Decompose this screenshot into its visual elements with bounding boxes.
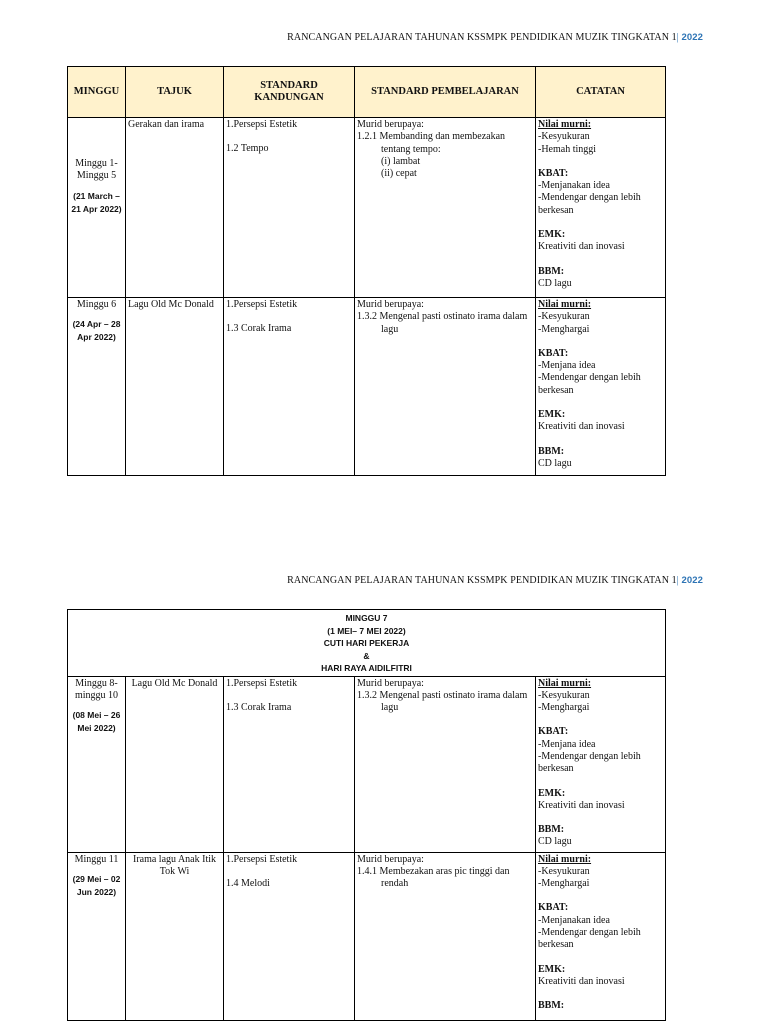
table-header-row	[68, 67, 666, 118]
nilai-label: Nilai murni:	[538, 677, 592, 689]
col-header-minggu: MINGGU	[68, 67, 126, 118]
page-header	[0, 575, 703, 586]
table-row	[68, 118, 666, 298]
tajuk-cell	[126, 676, 224, 852]
nilai-label: Nilai murni:	[538, 119, 592, 130]
minggu-dates: (21 March – 21 Apr 2022)	[71, 190, 122, 214]
catatan-cell	[536, 852, 666, 1020]
holiday-cell	[68, 610, 666, 677]
minggu-dates: (29 Mei – 02 Jun 2022)	[72, 873, 121, 897]
nilai-label: Nilai murni:	[538, 299, 592, 310]
standard-pembelajaran-cell	[355, 852, 536, 1020]
header-separator: |	[676, 575, 679, 586]
kbat-item: -Menjanakan idea	[538, 914, 610, 926]
minggu-cell	[68, 298, 126, 476]
table-row	[68, 298, 666, 476]
tajuk-cell	[126, 298, 224, 476]
catatan-cell	[536, 676, 666, 852]
nilai-label: Nilai murni:	[538, 853, 592, 865]
holiday-name: CUTI HARI PEKERJA	[323, 638, 410, 648]
bbm-item: CD lagu	[538, 836, 572, 848]
tajuk-text: Gerakan dan irama	[128, 119, 205, 130]
sk-main: 1.Persepsi Estetik	[226, 853, 298, 865]
nilai-item: -Kesyukuran	[538, 131, 590, 143]
minggu-label: Minggu 11	[74, 853, 119, 865]
emk-label: EMK:	[538, 409, 566, 421]
sp-item: 1.3.2 Mengenal pasti ostinato irama dalam lagu	[357, 311, 528, 335]
header-separator: |	[676, 32, 679, 43]
tajuk-text: Lagu Old Mc Donald	[128, 299, 214, 310]
nilai-item: -Menghargai	[538, 323, 590, 335]
tajuk-text: Lagu Old Mc Donald	[131, 677, 218, 689]
tajuk-cell	[126, 852, 224, 1020]
kbat-label: KBAT:	[538, 167, 569, 179]
minggu-label: Minggu 1-Minggu 5	[75, 158, 118, 182]
minggu-label: Minggu 8-minggu 10	[74, 677, 119, 701]
kbat-label: KBAT:	[538, 726, 569, 738]
standard-kandungan-cell	[224, 852, 355, 1020]
sk-sub: 1.2 Tempo	[226, 143, 269, 155]
minggu-cell	[68, 676, 126, 852]
sk-sub: 1.3 Corak Irama	[226, 323, 292, 335]
holiday-name: HARI RAYA AIDILFITRI	[321, 663, 412, 673]
lesson-plan-table	[67, 66, 666, 476]
kbat-item: -Menjanakan idea	[538, 180, 610, 192]
header-year: 2022	[681, 575, 703, 586]
sk-main: 1.Persepsi Estetik	[226, 119, 298, 130]
col-header-catatan: CATATAN	[536, 67, 666, 118]
header-title: RANCANGAN PELAJARAN TAHUNAN KSSMPK PENDIDIKAN MUZIK TINGKATAN 1	[287, 575, 677, 586]
bbm-label: BBM:	[538, 1000, 565, 1012]
emk-item: Kreativiti dan inovasi	[538, 421, 625, 433]
emk-label: EMK:	[538, 229, 566, 241]
minggu-dates: (08 Mei – 26 Mei 2022)	[72, 710, 121, 734]
sk-sub: 1.4 Melodi	[226, 877, 270, 889]
nilai-item: -Menghargai	[538, 878, 590, 890]
header-year: 2022	[681, 32, 703, 43]
lesson-plan-table	[67, 609, 666, 1021]
sp-intro: Murid berupaya:	[357, 299, 424, 310]
emk-item: Kreativiti dan inovasi	[538, 241, 625, 253]
minggu-cell	[68, 852, 126, 1020]
sp-item: 1.4.1 Membezakan aras pic tinggi dan rendah	[357, 865, 510, 890]
kbat-item: -Mendengar dengan lebih berkesan	[538, 372, 641, 396]
sp-intro: Murid berupaya:	[357, 677, 424, 689]
minggu-label: Minggu 6	[76, 299, 117, 310]
kbat-label: KBAT:	[538, 347, 569, 359]
col-header-standard-kandungan: STANDARD KANDUNGAN	[224, 67, 355, 118]
bbm-item: CD lagu	[538, 277, 572, 289]
sp-intro: Murid berupaya:	[357, 853, 424, 865]
tajuk-text: Irama lagu Anak Itik Tok Wi	[132, 853, 217, 877]
bbm-item: CD lagu	[538, 457, 572, 469]
holiday-dates: (1 MEI– 7 MEI 2022)	[327, 625, 406, 636]
standard-pembelajaran-cell	[355, 676, 536, 852]
nilai-item: -Menghargai	[538, 702, 590, 714]
table-row	[68, 852, 666, 1020]
sk-main: 1.Persepsi Estetik	[226, 677, 298, 689]
tajuk-cell	[126, 118, 224, 298]
standard-pembelajaran-cell	[355, 298, 536, 476]
sk-sub: 1.3 Corak Irama	[226, 701, 292, 713]
holiday-amp: &	[363, 650, 370, 661]
catatan-cell	[536, 298, 666, 476]
nilai-item: -Kesyukuran	[538, 311, 590, 323]
sp-subitem: (ii) cepat	[381, 168, 417, 180]
holiday-week: MINGGU 7	[345, 613, 388, 623]
bbm-label: BBM:	[538, 445, 565, 457]
table-row	[68, 676, 666, 852]
catatan-cell	[536, 118, 666, 298]
nilai-item: -Kesyukuran	[538, 865, 590, 877]
standard-kandungan-cell	[224, 676, 355, 852]
page-header	[0, 32, 703, 43]
sp-subitem: (i) lambat	[381, 155, 421, 167]
kbat-item: -Menjana idea	[538, 360, 596, 372]
bbm-label: BBM:	[538, 824, 565, 836]
bbm-label: BBM:	[538, 265, 565, 277]
kbat-item: -Mendengar dengan lebih berkesan	[538, 192, 641, 216]
sk-main: 1.Persepsi Estetik	[226, 299, 298, 310]
standard-pembelajaran-cell	[355, 118, 536, 298]
kbat-label: KBAT:	[538, 902, 569, 914]
col-header-standard-pembelajaran: STANDARD PEMBELAJARAN	[355, 67, 536, 118]
sp-intro: Murid berupaya:	[357, 119, 424, 130]
holiday-row	[68, 610, 666, 677]
emk-item: Kreativiti dan inovasi	[538, 799, 625, 811]
kbat-item: -Mendengar dengan lebih berkesan	[538, 926, 641, 951]
standard-kandungan-cell	[224, 298, 355, 476]
sp-item: 1.2.1 Membanding dan membezakan tentang tempo:	[357, 131, 506, 155]
emk-label: EMK:	[538, 963, 566, 975]
col-header-tajuk: TAJUK	[126, 67, 224, 118]
nilai-item: -Hemah tinggi	[538, 143, 597, 155]
nilai-item: -Kesyukuran	[538, 689, 590, 701]
minggu-cell	[68, 118, 126, 298]
emk-item: Kreativiti dan inovasi	[538, 975, 625, 987]
minggu-dates: (24 Apr – 28 Apr 2022)	[72, 319, 121, 343]
standard-kandungan-cell	[224, 118, 355, 298]
emk-label: EMK:	[538, 787, 566, 799]
kbat-item: -Menjana idea	[538, 738, 596, 750]
sp-item: 1.3.2 Mengenal pasti ostinato irama dalam lagu	[357, 689, 528, 714]
kbat-item: -Mendengar dengan lebih berkesan	[538, 750, 641, 775]
header-title: RANCANGAN PELAJARAN TAHUNAN KSSMPK PENDIDIKAN MUZIK TINGKATAN 1	[287, 32, 677, 43]
